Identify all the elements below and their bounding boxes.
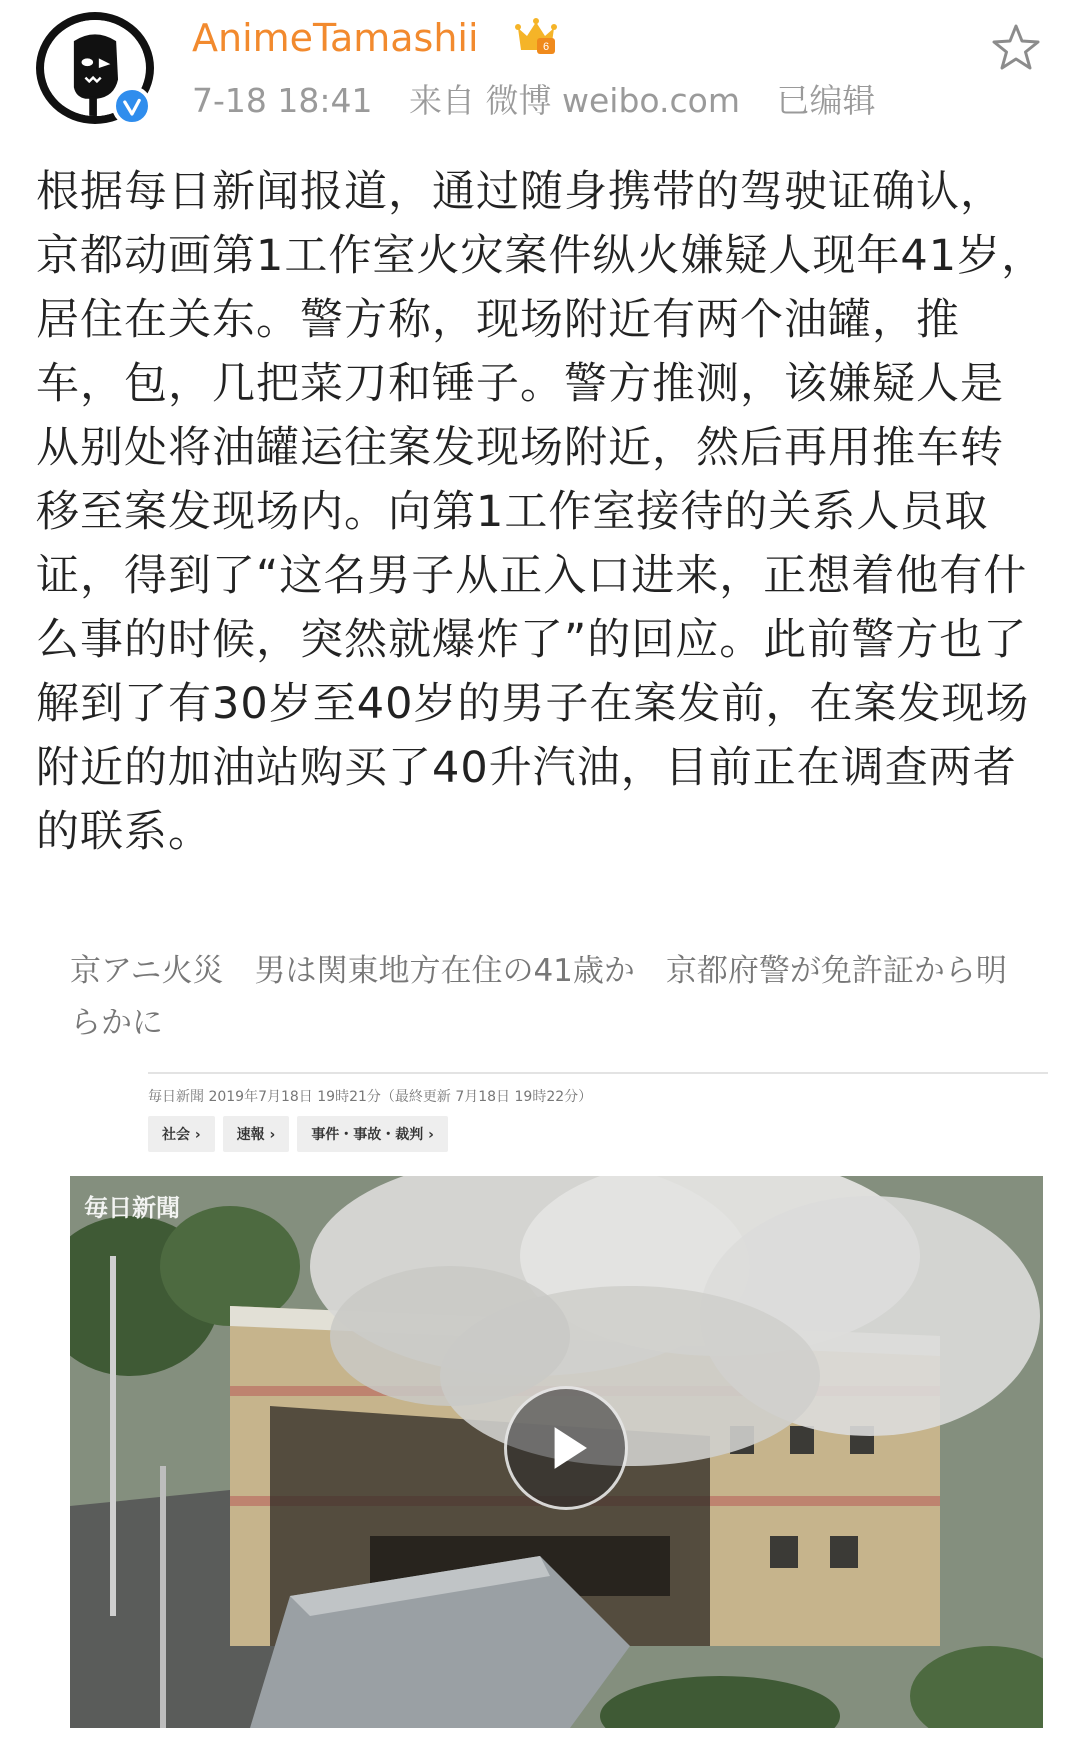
post-header xyxy=(0,0,1080,140)
image-caption: 京アニ火災 男は関東地方在住の41歳か 京都府警が免許証から明らかに xyxy=(70,953,1007,1041)
video-thumbnail[interactable] xyxy=(70,1176,1043,1728)
tag-breaking[interactable]: 速報 › xyxy=(223,1116,290,1152)
username[interactable]: AnimeTamashii xyxy=(192,16,479,60)
verified-badge-icon xyxy=(112,86,152,126)
post-meta xyxy=(192,80,901,122)
article-meta: 毎日新聞 2019年7月18日 19時21分（最終更新 7月18日 19時22分） xyxy=(148,1089,593,1105)
edited-label[interactable]: 已编辑 xyxy=(776,81,876,120)
play-icon xyxy=(507,1389,625,1507)
newspaper-watermark: 毎日新聞 xyxy=(84,1194,180,1222)
crown-badge-icon[interactable] xyxy=(514,16,558,58)
post-text: 根据每日新闻报道，通过随身携带的驾驶证确认，京都动画第1工作室火灾案件纵火嫌疑人现年41岁，居住在关东。警方称，现场附近有两个油罐，推车，包，几把菜刀和锤子。警方推测，该嫌疑人是从别处将油罐运往案发现场附近，然后再用推车转移至案发现场内。向第1工作室接待的关系人员取证，得到了“这名男子从正入口进来，正想着他有什么事的时候，突然就爆炸了”的回应。此前警方也了解到了有30岁至40岁的男子在案发前，在案发现场附近的加油站购买了40升汽油，目前正在调查两者的联系。 xyxy=(36,167,1046,857)
star-icon[interactable] xyxy=(990,22,1042,74)
post-source: 来自 微博 weibo.com xyxy=(409,81,740,120)
article-header xyxy=(148,1072,1048,1167)
article-tags xyxy=(148,1116,1048,1152)
post-date: 7-18 18:41 xyxy=(192,81,373,120)
tag-incidents[interactable]: 事件・事故・裁判 › xyxy=(297,1116,448,1152)
tag-society[interactable]: 社会 › xyxy=(148,1116,215,1152)
svg-text:6: 6 xyxy=(542,41,550,53)
play-button[interactable] xyxy=(504,1386,628,1510)
